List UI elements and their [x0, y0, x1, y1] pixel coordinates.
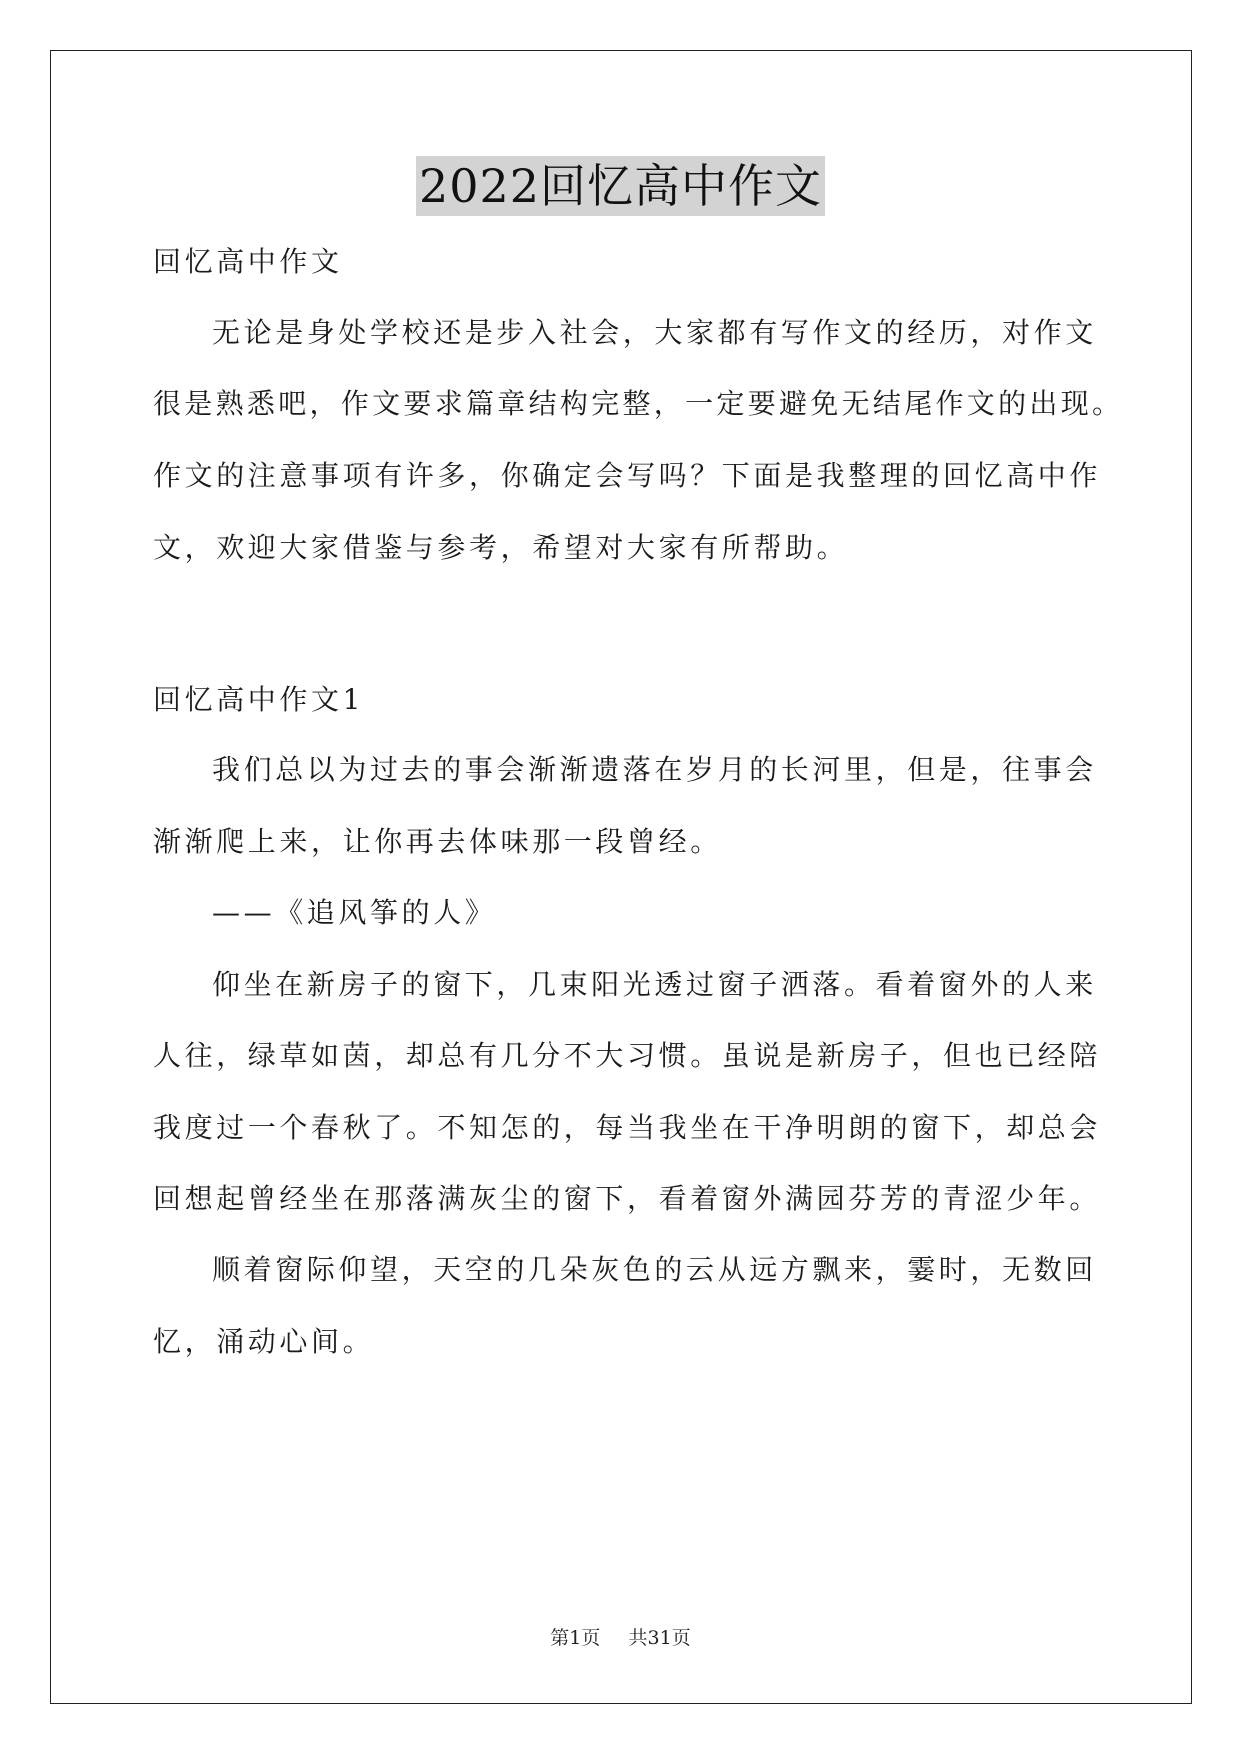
- page-footer: [0, 1624, 1241, 1652]
- paragraph-line: 我们总以为过去的事会渐渐遗落在岁月的长河里，但是，往事会: [212, 753, 1097, 786]
- paragraph-line: 仰坐在新房子的窗下，几束阳光透过窗子洒落。看着窗外的人来: [212, 968, 1097, 1001]
- paragraph-line: 文，欢迎大家借鉴与参考，希望对大家有所帮助。: [153, 531, 849, 564]
- document-title: 2022回忆高中作文: [416, 156, 825, 216]
- title-container: [0, 156, 1241, 216]
- paragraph-line: 人往，绿草如茵，却总有几分不大习惯。虽说是新房子，但也已经陪: [153, 1039, 1102, 1072]
- paragraph-line: 我度过一个春秋了。不知怎的，每当我坐在干净明朗的窗下，却总会: [153, 1111, 1102, 1144]
- paragraph-line: 渐渐爬上来，让你再去体味那一段曾经。: [153, 825, 722, 858]
- quote-attribution: ——《追风筝的人》: [212, 896, 497, 929]
- page-border: [50, 50, 1192, 1704]
- page-number: 第1页: [550, 1627, 601, 1649]
- paragraph-line: 忆，涌动心间。: [153, 1325, 375, 1358]
- paragraph-line: 顺着窗际仰望，天空的几朵灰色的云从远方飘来，霎时，无数回: [212, 1253, 1097, 1286]
- page-total: 共31页: [628, 1627, 691, 1649]
- paragraph-line: 回想起曾经坐在那落满灰尘的窗下，看着窗外满园芬芳的青涩少年。: [153, 1182, 1102, 1215]
- paragraph-line: 作文的注意事项有许多，你确定会写吗？下面是我整理的回忆高中作: [153, 459, 1102, 492]
- paragraph-line: 很是熟悉吧，作文要求篇章结构完整，一定要避免无结尾作文的出现。: [153, 387, 1124, 420]
- section-heading: 回忆高中作文1: [153, 683, 365, 716]
- paragraph-line: 无论是身处学校还是步入社会，大家都有写作文的经历，对作文: [212, 316, 1097, 349]
- subheading: 回忆高中作文: [153, 245, 343, 278]
